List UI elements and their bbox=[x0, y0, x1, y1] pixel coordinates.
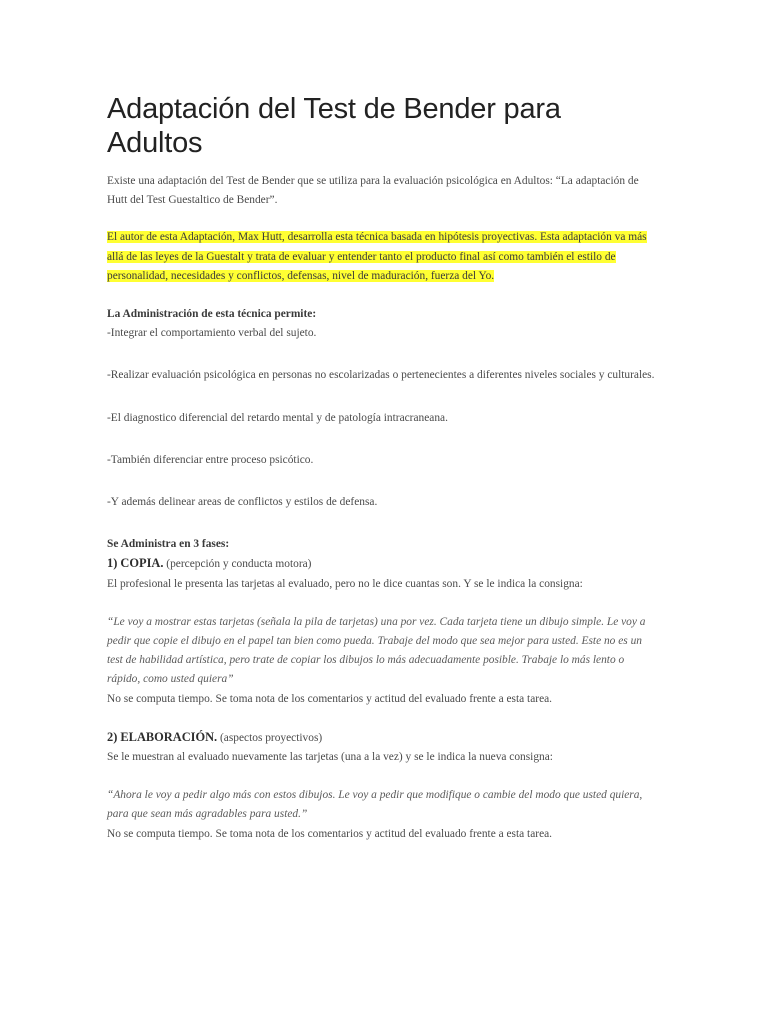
phase2-text: Se le muestran al evaluado nuevamente las tarjetas (una a la vez) y se le indica la nueva consigna: bbox=[107, 751, 553, 764]
highlighted-paragraph bbox=[107, 228, 659, 286]
phase2-quote: “Ahora le voy a pedir algo más con estos dibujos. Le voy a pedir que modifique o cambie del modo que usted quiera, para que sean más agradables para usted.” bbox=[107, 789, 643, 821]
phase1-heading bbox=[107, 554, 659, 574]
highlight-text: El autor de esta Adaptación, Max Hutt, desarrolla esta técnica basada en hipótesis proyectivas. Esta adaptación va más allá de las leyes de la Guestalt y trata de evaluar y entender tanto el producto final así como también el estilo de personalidad, necesidades y conflictos, defensas, nivel de maduración, fuerza del Yo. bbox=[107, 231, 647, 282]
phase1-quote: “Le voy a mostrar estas tarjetas (señala la pila de tarjetas) una por vez. Cada tarjeta tiene un dibujo simple. Le voy a pedir que copie el dibujo en el papel tan bien como pueda. Trabaje del modo que sea mejor para usted. Este no es un test de habilidad artística, pero trate de copiar los dibujos lo más adecuadamente posible. Trabaje lo más lento o rápido, como usted quiera” bbox=[107, 615, 646, 686]
phase2-heading bbox=[107, 728, 659, 748]
admin-item-2: -Realizar evaluación psicológica en personas no escolarizadas o pertenecientes a diferentes niveles sociales y culturales. bbox=[107, 369, 655, 382]
phase1-after: No se computa tiempo. Se toma nota de los comentarios y actitud del evaluado frente a esta tarea. bbox=[107, 692, 553, 705]
phase2-label: 2) ELABORACIÓN. bbox=[107, 729, 218, 744]
admin-item-3: -El diagnostico diferencial del retardo mental y de patología intracraneana. bbox=[107, 411, 448, 424]
phase2-note: (aspectos proyectivos) bbox=[217, 731, 323, 744]
phase1-text: El profesional le presenta las tarjetas al evaluado, pero no le dice cuantas son. Y se le indica la consigna: bbox=[107, 577, 583, 590]
intro-paragraph: Existe una adaptación del Test de Bender que se utiliza para la evaluación psicológica en Adultos: “La adaptación de Hutt del Test Guestaltico de Bender”. bbox=[107, 175, 639, 207]
administration-heading: La Administración de esta técnica permite: bbox=[107, 308, 317, 321]
admin-item-5: -Y además delinear areas de conflictos y estilos de defensa. bbox=[107, 496, 378, 509]
phase1-label: 1) COPIA. bbox=[107, 556, 164, 571]
phase1-note: (percepción y conducta motora) bbox=[163, 558, 312, 571]
admin-item-4: -También diferenciar entre proceso psicótico. bbox=[107, 453, 314, 466]
admin-item-1: -Integrar el comportamiento verbal del sujeto. bbox=[107, 327, 317, 340]
page-title: Adaptación del Test de Bender para Adultos bbox=[107, 93, 561, 159]
document-content bbox=[107, 92, 659, 844]
phase2-after: No se computa tiempo. Se toma nota de los comentarios y actitud del evaluado frente a esta tarea. bbox=[107, 827, 553, 840]
phases-heading: Se Administra en 3 fases: bbox=[107, 538, 230, 551]
